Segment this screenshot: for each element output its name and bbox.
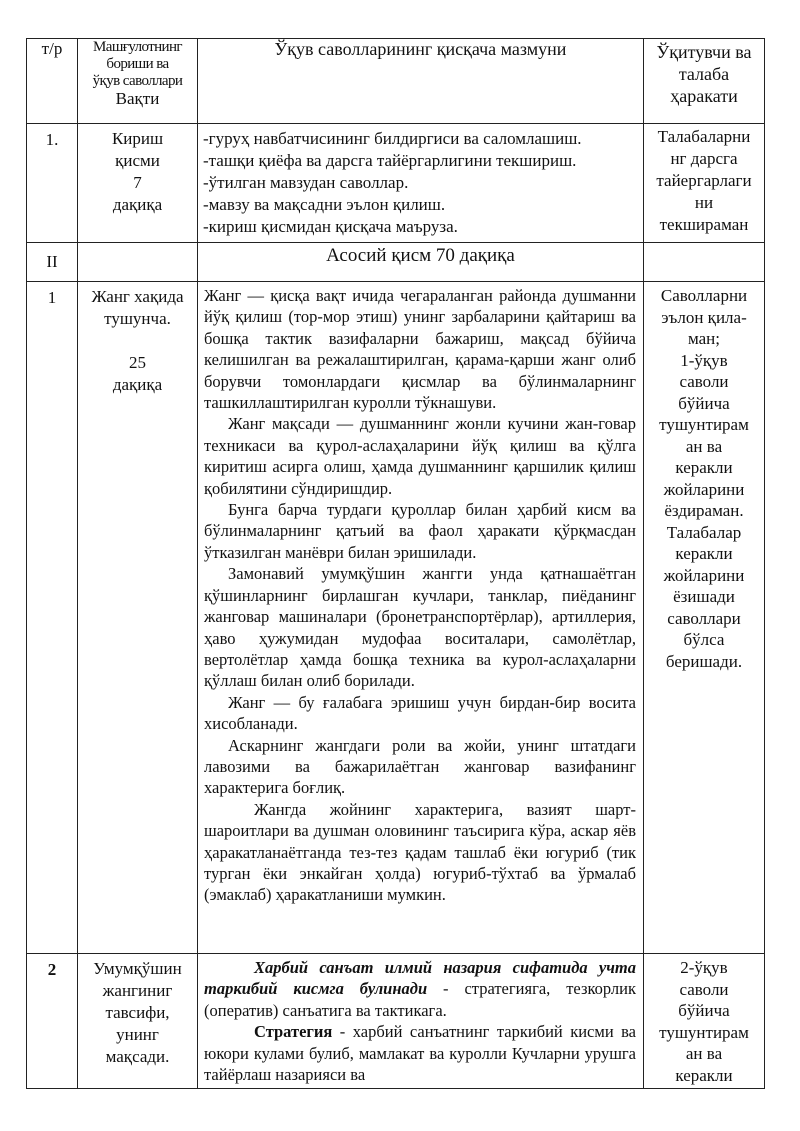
topic-1-action-line: саволи <box>679 372 729 391</box>
topic-1-action-line: Талабалар <box>666 522 742 542</box>
intro-item: -мавзу ва мақсадни эълон қилиш. <box>203 195 446 214</box>
header-actions <box>644 39 765 124</box>
topic-1-action-line: ёздираман. <box>664 501 744 520</box>
header-number: т/р <box>27 39 78 124</box>
topic-1-action-line: беришади. <box>665 651 743 671</box>
topic-2-name-line: Умумқўшин <box>93 959 182 978</box>
intro-action-line: тайергарлаги <box>656 171 752 190</box>
intro-item: -кириш қисмидан қисқача маъруза. <box>203 217 458 236</box>
topic-1-action-line: бўлса <box>683 630 725 649</box>
section-title: Асосий қисм 70 дақиқа <box>198 243 644 282</box>
topic-1-action-line: ман; <box>687 329 720 348</box>
topic-2-name <box>78 954 198 1089</box>
topic-1-paragraph: Жанг — бу ғалабага эришиш учун бирдан-бир восита хисобланади. <box>204 692 636 734</box>
topic-1-action-line: жойларини <box>663 565 745 585</box>
topic-1-paragraph: Бунга барча турдаги қуроллар билан ҳарбий кисм ва бўлинмаларнинг қатъий ва фаол ҳаракати қўрқмасдан ўтказилган манёври билан эришилади. <box>204 500 636 562</box>
header-actions-line: ҳаракати <box>670 86 738 106</box>
topic-1-action-line: тушунтирам <box>659 415 749 434</box>
header-content: Ўқув саволларининг қисқача мазмуни <box>198 39 644 124</box>
topic-1-name-line: 25 <box>129 353 146 372</box>
topic-1-paragraph: Жанг мақсади — душманнинг жонли кучини жан-говар техникаси ва қурол-аслаҳаларини йўқ қилиш ва қўлга киритиш асирга олиш, ҳамда душманнинг қаршилик қилиш қобилятини сўндиришдир. <box>204 414 636 498</box>
topic-1-name <box>78 282 198 954</box>
topic-2-action-line: ан ва <box>685 1044 723 1063</box>
topic-1-action-line: Саволларни <box>660 286 748 305</box>
topic-2-bold-term: Стратегия <box>254 1022 333 1042</box>
topic-2-content <box>198 954 644 1089</box>
topic-1-paragraph: Жанг — қисқа вақт ичида чегараланган районда душманни йўқ қилиш (тор-мор этиш) унинг зарбаларини қайтариш ва бошқа тактик вазифаларни бажариш, мақсад бўйича келишилган ва режалаштирилган, қарама-қарши жанг олиб борувчи томонлардаги қисмлар ва бўлинмаларнинг ташкиллаштирилган куролли тўкнашуви. <box>204 286 636 413</box>
topic-2-action-line: бўйича <box>678 1001 730 1020</box>
topic-1-paragraph: Жангда жойнинг характерига, вазият шарт-шароитлари ва душман оловининг таъсирига кўра, аскар яёв ҳаракатланаётганда тез-тез қадам ташлаб ёки югуриб (тик турган ёки энкайган ҳолда) югуриб-тўхтаб ва ўрмалаб (эмаклаб) ҳаракатланиши мумкин. <box>204 799 636 905</box>
intro-part <box>78 124 198 243</box>
intro-item: -гуруҳ навбатчисининг билдиргиси ва саломлашиш. <box>203 129 582 148</box>
header-row <box>27 39 765 124</box>
header-lesson-flow-line: ўқув саволлари <box>92 73 183 89</box>
intro-action-line: нг дарсга <box>670 149 738 168</box>
section-empty-cell <box>644 243 765 282</box>
header-actions-line: Ўқитувчи ва <box>656 42 752 62</box>
topic-1-action-line: ёзишади <box>673 587 735 606</box>
topic-2-name-line: тавсифи, <box>105 1003 170 1022</box>
topic-2-name-line: мақсади. <box>105 1047 170 1066</box>
topic-2-bold-heading: Харбий санъат илмий назария сифатида учта таркибий кисмга булинади <box>204 958 636 999</box>
topic-1-action-line: жойларини <box>663 479 745 499</box>
topic-2-action-line: саволи <box>679 979 729 999</box>
topic-1-paragraph: Замонавий умумқўшин жангги унда қатнашаётган қўшинларнинг бирлашган кучлари, танклар, пиёданинг жанговар машиналари (бронетранспортёрлар), артиллерия, ҳаво ҳужумидан мудофаа воситалари, самолётлар, вертолётлар ҳамда бошқа техника ва курол-аслаҳаларни қўллаш билан олиб борилади. <box>204 564 636 691</box>
intro-part-line: 7 <box>133 173 142 192</box>
topic-1-name-line: дақиқа <box>112 375 163 394</box>
topic-1-content <box>198 282 644 954</box>
intro-part-line: Кириш <box>111 129 164 148</box>
intro-action-line: текшираман <box>659 215 749 234</box>
topic-1-row <box>27 282 765 954</box>
topic-2-action-line: керакли <box>675 1065 733 1085</box>
intro-row <box>27 124 765 243</box>
intro-action <box>644 124 765 243</box>
topic-2-action <box>644 954 765 1089</box>
topic-1-action-line: 1-ўқув <box>680 350 728 370</box>
topic-1-name-line: Жанг хақида <box>91 287 184 306</box>
lesson-plan-table <box>26 38 765 1089</box>
intro-item: -ўтилган мавзудан саволлар. <box>203 173 409 192</box>
section-row <box>27 243 765 282</box>
intro-number: 1. <box>27 124 78 243</box>
intro-content <box>198 124 644 243</box>
section-empty-cell <box>78 243 198 282</box>
topic-2-action-line: 2-ўқув <box>680 958 728 977</box>
topic-1-number: 1 <box>27 282 78 954</box>
topic-2-text: - харбий санъатнинг таркибий кисми ва юкори кулами булиб, мамлакат ва куролли Кучларни урушга тайёрлаш назарияси ва <box>204 1022 636 1085</box>
header-lesson-flow <box>78 39 198 124</box>
topic-1-paragraph: Аскарнинг жангдаги роли ва жойи, унинг штатдаги лавозими ва бажарилаётган жанговар вазифанинг характерига боғлиқ. <box>204 735 636 798</box>
intro-action-line: Талабаларни <box>657 127 751 146</box>
topic-1-action-line: эълон қила- <box>661 307 747 327</box>
topic-2-name-line: унинг <box>116 1025 159 1044</box>
header-lesson-flow-line: Машғулотнинг <box>93 39 182 55</box>
topic-2-action-line: тушунтирам <box>659 1022 749 1042</box>
section-number: II <box>27 243 78 282</box>
topic-1-action-line: керакли <box>675 544 733 563</box>
header-lesson-flow-line: бориши ва <box>106 56 169 72</box>
topic-2-paragraph <box>204 957 636 1021</box>
topic-1-name-line <box>78 330 197 352</box>
topic-1-action-line: керакли <box>675 458 733 477</box>
topic-2-text: - стратегияга, тезкорлик (оператив) санъатига ва тактикага. <box>204 979 636 1020</box>
topic-1-action-line: бўйича <box>678 393 730 413</box>
topic-1-action <box>644 282 765 954</box>
intro-action-line: ни <box>694 193 714 212</box>
topic-1-name-line: тушунча. <box>104 309 171 328</box>
topic-2-row <box>27 954 765 1089</box>
topic-2-paragraph <box>204 1021 636 1085</box>
intro-item: -ташқи қиёфа ва дарсга тайёргарлигини текшириш. <box>203 151 577 170</box>
topic-1-action-line: ан ва <box>685 436 723 456</box>
intro-part-line: дақиқа <box>112 195 163 214</box>
topic-2-name-line: жангиниг <box>102 981 173 1000</box>
header-lesson-flow-line: Вақти <box>115 89 160 108</box>
intro-part-line: қисми <box>115 151 160 170</box>
header-actions-line: талаба <box>678 64 730 84</box>
topic-2-number: 2 <box>27 954 78 1089</box>
topic-1-action-line: саволлари <box>667 608 741 628</box>
